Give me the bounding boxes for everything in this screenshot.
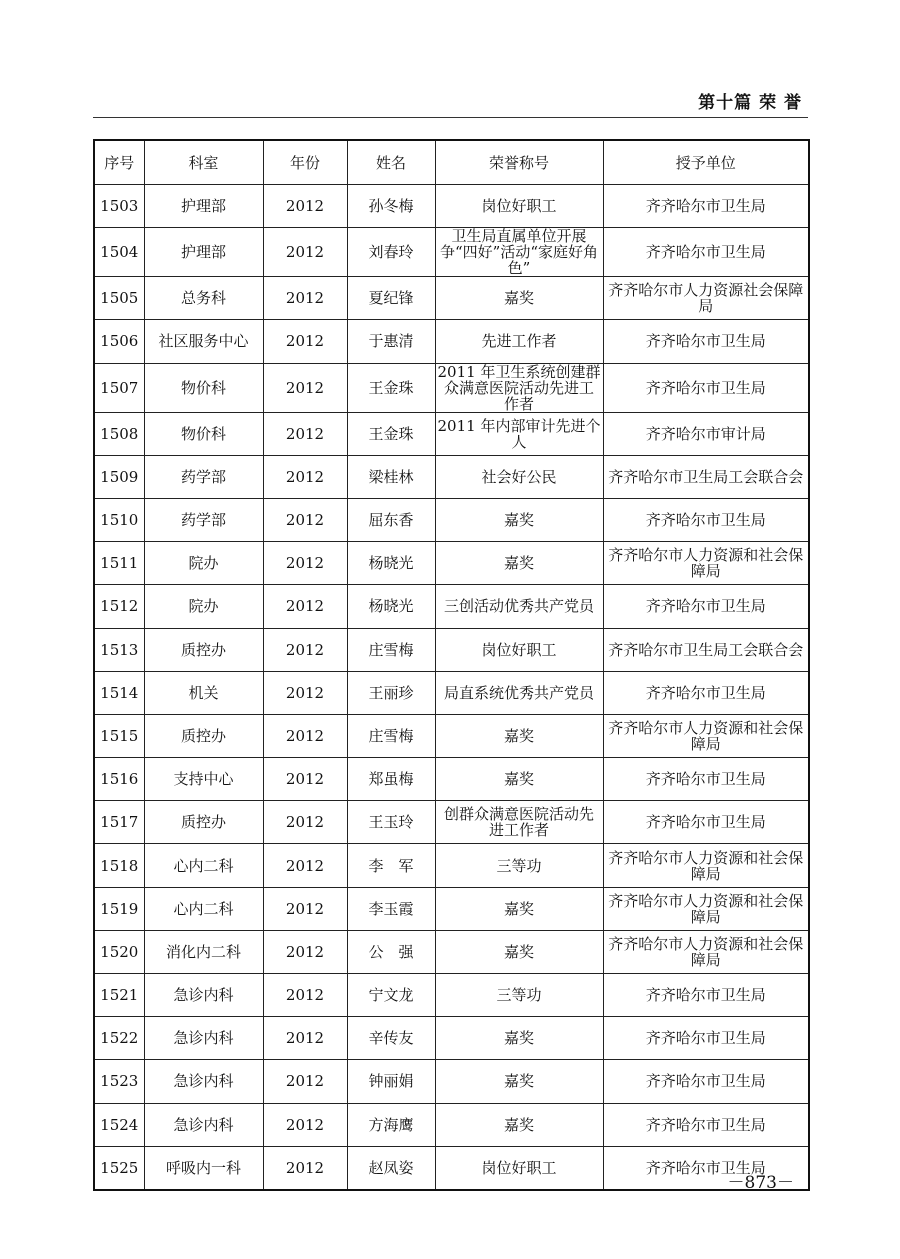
serial-cell: 1518 <box>94 844 144 887</box>
year-cell: 2012 <box>263 412 347 455</box>
honor-cell: 岗位好职工 <box>435 185 603 228</box>
table-row <box>94 320 809 363</box>
awarding-unit-cell: 齐齐哈尔市人力资源和社会保障局 <box>603 542 809 585</box>
name-cell: 于惠清 <box>347 320 435 363</box>
awarding-unit-cell: 齐齐哈尔市人力资源和社会保障局 <box>603 887 809 930</box>
honor-cell: 嘉奖 <box>435 277 603 320</box>
awarding-unit-cell: 齐齐哈尔市卫生局 <box>603 498 809 541</box>
table-row <box>94 974 809 1017</box>
year-cell: 2012 <box>263 974 347 1017</box>
name-cell: 辛传友 <box>347 1017 435 1060</box>
name-cell: 夏纪锋 <box>347 277 435 320</box>
honor-cell: 嘉奖 <box>435 887 603 930</box>
name-cell: 王金珠 <box>347 412 435 455</box>
year-cell: 2012 <box>263 228 347 277</box>
serial-cell: 1511 <box>94 542 144 585</box>
table-row <box>94 887 809 930</box>
department-cell: 心内二科 <box>144 844 263 887</box>
table-row <box>94 1103 809 1146</box>
year-cell: 2012 <box>263 585 347 628</box>
honor-cell: 嘉奖 <box>435 498 603 541</box>
serial-cell: 1503 <box>94 185 144 228</box>
honor-cell: 三等功 <box>435 844 603 887</box>
year-cell: 2012 <box>263 320 347 363</box>
table-row <box>94 758 809 801</box>
table-row <box>94 1017 809 1060</box>
serial-cell: 1516 <box>94 758 144 801</box>
table-row <box>94 498 809 541</box>
honor-cell: 嘉奖 <box>435 758 603 801</box>
department-cell: 物价科 <box>144 363 263 412</box>
department-cell: 药学部 <box>144 455 263 498</box>
table-row <box>94 628 809 671</box>
serial-cell: 1521 <box>94 974 144 1017</box>
department-cell: 心内二科 <box>144 887 263 930</box>
name-cell: 庄雪梅 <box>347 714 435 757</box>
name-cell: 方海鹰 <box>347 1103 435 1146</box>
department-cell: 护理部 <box>144 228 263 277</box>
year-cell: 2012 <box>263 498 347 541</box>
serial-cell: 1504 <box>94 228 144 277</box>
name-cell: 王丽珍 <box>347 671 435 714</box>
serial-cell: 1506 <box>94 320 144 363</box>
honor-cell: 嘉奖 <box>435 1103 603 1146</box>
department-cell: 总务科 <box>144 277 263 320</box>
year-cell: 2012 <box>263 185 347 228</box>
column-header-year: 年份 <box>263 140 347 185</box>
name-cell: 李 军 <box>347 844 435 887</box>
honor-cell: 嘉奖 <box>435 714 603 757</box>
serial-cell: 1508 <box>94 412 144 455</box>
awarding-unit-cell: 齐齐哈尔市卫生局 <box>603 974 809 1017</box>
table-row <box>94 185 809 228</box>
page-number: －873－ <box>727 1173 794 1193</box>
honor-cell: 嘉奖 <box>435 1060 603 1103</box>
year-cell: 2012 <box>263 1103 347 1146</box>
awarding-unit-cell: 齐齐哈尔市卫生局 <box>603 585 809 628</box>
department-cell: 急诊内科 <box>144 1103 263 1146</box>
awarding-unit-cell: 齐齐哈尔市人力资源和社会保障局 <box>603 844 809 887</box>
year-cell: 2012 <box>263 758 347 801</box>
table-row <box>94 930 809 973</box>
serial-cell: 1525 <box>94 1146 144 1190</box>
name-cell: 王玉玲 <box>347 801 435 844</box>
year-cell: 2012 <box>263 1060 347 1103</box>
awarding-unit-cell: 齐齐哈尔市卫生局 <box>603 1060 809 1103</box>
year-cell: 2012 <box>263 542 347 585</box>
table-row <box>94 801 809 844</box>
table-row <box>94 363 809 412</box>
name-cell: 李玉霞 <box>347 887 435 930</box>
honor-cell: 2011 年内部审计先进个人 <box>435 412 603 455</box>
serial-cell: 1515 <box>94 714 144 757</box>
table-row <box>94 542 809 585</box>
department-cell: 质控办 <box>144 628 263 671</box>
table-row <box>94 844 809 887</box>
department-cell: 急诊内科 <box>144 1017 263 1060</box>
name-cell: 梁桂林 <box>347 455 435 498</box>
honor-cell: 嘉奖 <box>435 930 603 973</box>
name-cell: 公 强 <box>347 930 435 973</box>
awarding-unit-cell: 齐齐哈尔市卫生局 <box>603 671 809 714</box>
table-row <box>94 585 809 628</box>
awarding-unit-cell: 齐齐哈尔市卫生局 <box>603 1146 809 1190</box>
department-cell: 支持中心 <box>144 758 263 801</box>
honor-cell: 2011 年卫生系统创建群众满意医院活动先进工作者 <box>435 363 603 412</box>
year-cell: 2012 <box>263 887 347 930</box>
awarding-unit-cell: 齐齐哈尔市卫生局工会联合会 <box>603 455 809 498</box>
department-cell: 消化内二科 <box>144 930 263 973</box>
year-cell: 2012 <box>263 455 347 498</box>
year-cell: 2012 <box>263 801 347 844</box>
department-cell: 物价科 <box>144 412 263 455</box>
column-header-honor: 荣誉称号 <box>435 140 603 185</box>
name-cell: 杨晓光 <box>347 542 435 585</box>
awarding-unit-cell: 齐齐哈尔市人力资源和社会保障局 <box>603 930 809 973</box>
table-row <box>94 412 809 455</box>
column-header-department: 科室 <box>144 140 263 185</box>
column-header-serial: 序号 <box>94 140 144 185</box>
honor-cell: 局直系统优秀共产党员 <box>435 671 603 714</box>
serial-cell: 1523 <box>94 1060 144 1103</box>
honor-cell: 社会好公民 <box>435 455 603 498</box>
department-cell: 质控办 <box>144 714 263 757</box>
name-cell: 庄雪梅 <box>347 628 435 671</box>
header-rule <box>93 117 808 118</box>
awarding-unit-cell: 齐齐哈尔市审计局 <box>603 412 809 455</box>
table-header-row <box>94 140 809 185</box>
name-cell: 刘春玲 <box>347 228 435 277</box>
awarding-unit-cell: 齐齐哈尔市卫生局 <box>603 363 809 412</box>
honor-cell: 创群众满意医院活动先进工作者 <box>435 801 603 844</box>
name-cell: 宁文龙 <box>347 974 435 1017</box>
serial-cell: 1514 <box>94 671 144 714</box>
department-cell: 急诊内科 <box>144 974 263 1017</box>
honor-cell: 三等功 <box>435 974 603 1017</box>
column-header-name: 姓名 <box>347 140 435 185</box>
table-row <box>94 277 809 320</box>
department-cell: 质控办 <box>144 801 263 844</box>
serial-cell: 1510 <box>94 498 144 541</box>
awarding-unit-cell: 齐齐哈尔市人力资源社会保障局 <box>603 277 809 320</box>
department-cell: 社区服务中心 <box>144 320 263 363</box>
department-cell: 急诊内科 <box>144 1060 263 1103</box>
table-row <box>94 228 809 277</box>
name-cell: 钟丽娟 <box>347 1060 435 1103</box>
serial-cell: 1522 <box>94 1017 144 1060</box>
serial-cell: 1519 <box>94 887 144 930</box>
serial-cell: 1520 <box>94 930 144 973</box>
awarding-unit-cell: 齐齐哈尔市卫生局 <box>603 320 809 363</box>
name-cell: 孙冬梅 <box>347 185 435 228</box>
honor-cell: 嘉奖 <box>435 542 603 585</box>
department-cell: 院办 <box>144 542 263 585</box>
awarding-unit-cell: 齐齐哈尔市人力资源和社会保障局 <box>603 714 809 757</box>
year-cell: 2012 <box>263 277 347 320</box>
table-row <box>94 671 809 714</box>
honors-table <box>93 139 810 1191</box>
year-cell: 2012 <box>263 714 347 757</box>
serial-cell: 1517 <box>94 801 144 844</box>
honor-cell: 嘉奖 <box>435 1017 603 1060</box>
name-cell: 屈东香 <box>347 498 435 541</box>
serial-cell: 1524 <box>94 1103 144 1146</box>
year-cell: 2012 <box>263 930 347 973</box>
name-cell: 郑虽梅 <box>347 758 435 801</box>
awarding-unit-cell: 齐齐哈尔市卫生局 <box>603 801 809 844</box>
department-cell: 院办 <box>144 585 263 628</box>
department-cell: 护理部 <box>144 185 263 228</box>
name-cell: 赵凤姿 <box>347 1146 435 1190</box>
year-cell: 2012 <box>263 671 347 714</box>
awarding-unit-cell: 齐齐哈尔市卫生局 <box>603 758 809 801</box>
table-row <box>94 1146 809 1190</box>
serial-cell: 1505 <box>94 277 144 320</box>
awarding-unit-cell: 齐齐哈尔市卫生局 <box>603 1017 809 1060</box>
year-cell: 2012 <box>263 844 347 887</box>
serial-cell: 1507 <box>94 363 144 412</box>
chapter-title: 第十篇 荣 誉 <box>698 93 802 113</box>
awarding-unit-cell: 齐齐哈尔市卫生局 <box>603 1103 809 1146</box>
department-cell: 机关 <box>144 671 263 714</box>
honor-cell: 卫生局直属单位开展争“四好”活动“家庭好角色” <box>435 228 603 277</box>
year-cell: 2012 <box>263 363 347 412</box>
serial-cell: 1512 <box>94 585 144 628</box>
department-cell: 药学部 <box>144 498 263 541</box>
awarding-unit-cell: 齐齐哈尔市卫生局工会联合会 <box>603 628 809 671</box>
table-body <box>94 185 809 1190</box>
honor-cell: 岗位好职工 <box>435 1146 603 1190</box>
department-cell: 呼吸内一科 <box>144 1146 263 1190</box>
year-cell: 2012 <box>263 1017 347 1060</box>
awarding-unit-cell: 齐齐哈尔市卫生局 <box>603 185 809 228</box>
column-header-awarding-unit: 授予单位 <box>603 140 809 185</box>
name-cell: 杨晓光 <box>347 585 435 628</box>
name-cell: 王金珠 <box>347 363 435 412</box>
year-cell: 2012 <box>263 628 347 671</box>
year-cell: 2012 <box>263 1146 347 1190</box>
awarding-unit-cell: 齐齐哈尔市卫生局 <box>603 228 809 277</box>
table-row <box>94 714 809 757</box>
table-row <box>94 1060 809 1103</box>
table-row <box>94 455 809 498</box>
honor-cell: 岗位好职工 <box>435 628 603 671</box>
honor-cell: 先进工作者 <box>435 320 603 363</box>
honor-cell: 三创活动优秀共产党员 <box>435 585 603 628</box>
serial-cell: 1509 <box>94 455 144 498</box>
serial-cell: 1513 <box>94 628 144 671</box>
